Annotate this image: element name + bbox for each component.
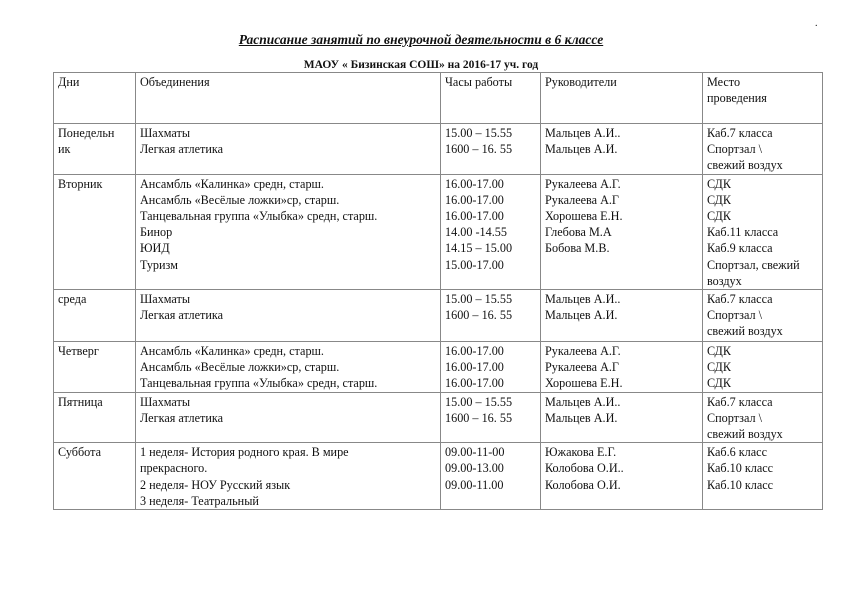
cell-line: СДК (707, 176, 731, 191)
cell-line: Каб.10 класс (707, 461, 774, 476)
cell-line: Мальцев А.И.. (545, 394, 621, 409)
cell-line: Место (707, 75, 741, 89)
cell-location (703, 290, 823, 342)
cell-line: 1600 – 16. 55 (445, 142, 513, 157)
cell-line: Колобова О.И.. (545, 461, 624, 476)
cell-line: Дни (58, 75, 80, 89)
cell-line: Легкая атлетика (140, 142, 223, 157)
cell-line: Танцевальная группа «Улыбка» средн, старш. (140, 209, 378, 224)
cell-location (703, 174, 823, 289)
cell-line: СДК (707, 360, 731, 375)
cell-line: Ансамбль «Весёлые ложки»ср, старш. (140, 360, 340, 375)
cell-line: Ансамбль «Калинка» средн, старш. (140, 176, 324, 191)
cell-line: Легкая атлетика (140, 410, 223, 425)
cell-line: 16.00-17.00 (445, 360, 504, 375)
cell-line: свежий воздух (707, 324, 783, 339)
table-row (54, 342, 823, 393)
cell-leaders (541, 443, 703, 510)
cell-line: 14.15 – 15.00 (445, 241, 513, 256)
cell-line: 3 неделя- Театральный (140, 493, 259, 508)
cell-line: Туризм (140, 257, 178, 272)
cell-activities (136, 174, 441, 289)
cell-line: 14.00 -14.55 (445, 225, 507, 240)
cell-line: Бобова М.В. (545, 241, 610, 256)
cell-line: Шахматы (140, 292, 191, 307)
cell-line: Рукалеева А.Г (545, 192, 619, 207)
cell-leaders (541, 290, 703, 342)
cell-hours (441, 124, 541, 175)
cell-line: 16.00-17.00 (445, 209, 504, 224)
cell-line: Рукалеева А.Г (545, 360, 619, 375)
cell-line: среда (58, 292, 87, 307)
cell-leaders (541, 392, 703, 443)
cell-hours (441, 392, 541, 443)
cell-line: 15.00 – 15.55 (445, 394, 513, 409)
cell-line: Колобова О.И. (545, 477, 621, 492)
cell-line: Танцевальная группа «Улыбка» средн, старш. (140, 376, 378, 391)
cell-line: Глебова М.А (545, 225, 612, 240)
cell-line: Пятница (58, 394, 103, 409)
cell-line: Мальцев А.И.. (545, 126, 621, 140)
cell-line: Каб.10 класс (707, 477, 774, 492)
cell-location (703, 443, 823, 510)
cell-line: 09.00-13.00 (445, 461, 504, 476)
cell-line: Спортзал, свежий (707, 257, 800, 272)
cell-line: ЮИД (140, 241, 170, 256)
cell-activities (136, 124, 441, 175)
cell-leaders (541, 174, 703, 289)
cell-line: Четверг (58, 344, 99, 359)
cell-activities (136, 290, 441, 342)
cell-location (703, 342, 823, 393)
cell-line: Мальцев А.И. (545, 142, 618, 157)
cell-line: Каб.7 класса (707, 394, 773, 409)
cell-line: Шахматы (140, 394, 191, 409)
cell-line: Спортзал \ (707, 308, 762, 323)
cell-day (54, 124, 136, 175)
cell-line: Мальцев А.И. (545, 410, 618, 425)
cell-line: Каб.9 класса (707, 241, 773, 256)
cell-line: Каб.7 класса (707, 126, 773, 140)
cell-hours (441, 290, 541, 342)
document-subtitle: МАОУ « Бизинская СОШ» на 2016-17 уч. год (303, 59, 539, 71)
cell-hours (441, 342, 541, 393)
table-row (54, 290, 823, 342)
cell-line: 15.00 – 15.55 (445, 292, 513, 307)
cell-location (703, 73, 823, 124)
cell-leaders (541, 342, 703, 393)
cell-hours (441, 174, 541, 289)
cell-line: 16.00-17.00 (445, 344, 504, 359)
cell-line: Суббота (58, 445, 101, 460)
cell-line: СДК (707, 209, 731, 224)
cell-activities (136, 73, 441, 124)
document-title: Расписание занятий по внеурочной деятельности в 6 классе (238, 32, 604, 47)
cell-location (703, 392, 823, 443)
cell-leaders (541, 124, 703, 175)
cell-line: 1600 – 16. 55 (445, 410, 513, 425)
cell-activities (136, 443, 441, 510)
cell-line: Каб.6 класс (707, 445, 767, 460)
cell-line: Часы работы (445, 75, 513, 89)
cell-line: Мальцев А.И. (545, 308, 618, 323)
cell-line: Хорошева Е.Н. (545, 376, 623, 391)
cell-line: 2 неделя- НОУ Русский язык (140, 477, 291, 492)
cell-line: Понедельн (58, 126, 115, 140)
cell-line: Каб.7 класса (707, 292, 773, 307)
cell-line: 15.00-17.00 (445, 257, 504, 272)
cell-day (54, 174, 136, 289)
cell-line: 09.00-11.00 (445, 477, 504, 492)
cell-line: Шахматы (140, 126, 191, 140)
header-row (54, 73, 823, 124)
cell-day (54, 443, 136, 510)
cell-line: 16.00-17.00 (445, 376, 504, 391)
cell-day (54, 342, 136, 393)
table-row (54, 124, 823, 175)
table-row (54, 392, 823, 443)
cell-line: свежий воздух (707, 158, 783, 173)
cell-line: 16.00-17.00 (445, 176, 504, 191)
cell-line: Мальцев А.И.. (545, 292, 621, 307)
cell-line: 1600 – 16. 55 (445, 308, 513, 323)
cell-line: Вторник (58, 176, 103, 191)
cell-line: ик (58, 142, 71, 157)
cell-line: СДК (707, 344, 731, 359)
cell-line: 15.00 – 15.55 (445, 126, 513, 140)
cell-activities (136, 392, 441, 443)
page-mark: . (815, 18, 818, 29)
cell-line: Ансамбль «Весёлые ложки»ср, старш. (140, 192, 340, 207)
cell-line: Спортзал \ (707, 410, 762, 425)
cell-line: Руководители (545, 75, 617, 89)
cell-line: 09.00-11-00 (445, 445, 505, 460)
schedule-table (53, 72, 823, 510)
cell-line: Рукалеева А.Г. (545, 176, 621, 191)
cell-hours (441, 443, 541, 510)
cell-line: свежий воздух (707, 427, 783, 442)
cell-activities (136, 342, 441, 393)
cell-line: Объединения (140, 75, 210, 89)
cell-line: 16.00-17.00 (445, 192, 504, 207)
cell-day (54, 73, 136, 124)
cell-line: Хорошева Е.Н. (545, 209, 623, 224)
table-row (54, 443, 823, 510)
cell-line: Спортзал \ (707, 142, 762, 157)
cell-hours (441, 73, 541, 124)
cell-line: Ансамбль «Калинка» средн, старш. (140, 344, 324, 359)
cell-day (54, 290, 136, 342)
cell-line: Каб.11 класса (707, 225, 779, 240)
schedule-table-body (54, 73, 823, 510)
cell-line: 1 неделя- История родного края. В мире (140, 445, 349, 460)
cell-line: СДК (707, 192, 731, 207)
cell-line: СДК (707, 376, 731, 391)
cell-line: прекрасного. (140, 461, 208, 476)
cell-line: Бинор (140, 225, 173, 240)
cell-line: проведения (707, 91, 767, 106)
cell-line: Рукалеева А.Г. (545, 344, 621, 359)
cell-line: Южакова Е.Г. (545, 445, 617, 460)
cell-day (54, 392, 136, 443)
cell-line: воздух (707, 273, 742, 288)
cell-line: Легкая атлетика (140, 308, 223, 323)
cell-location (703, 124, 823, 175)
cell-leaders (541, 73, 703, 124)
table-row (54, 174, 823, 289)
